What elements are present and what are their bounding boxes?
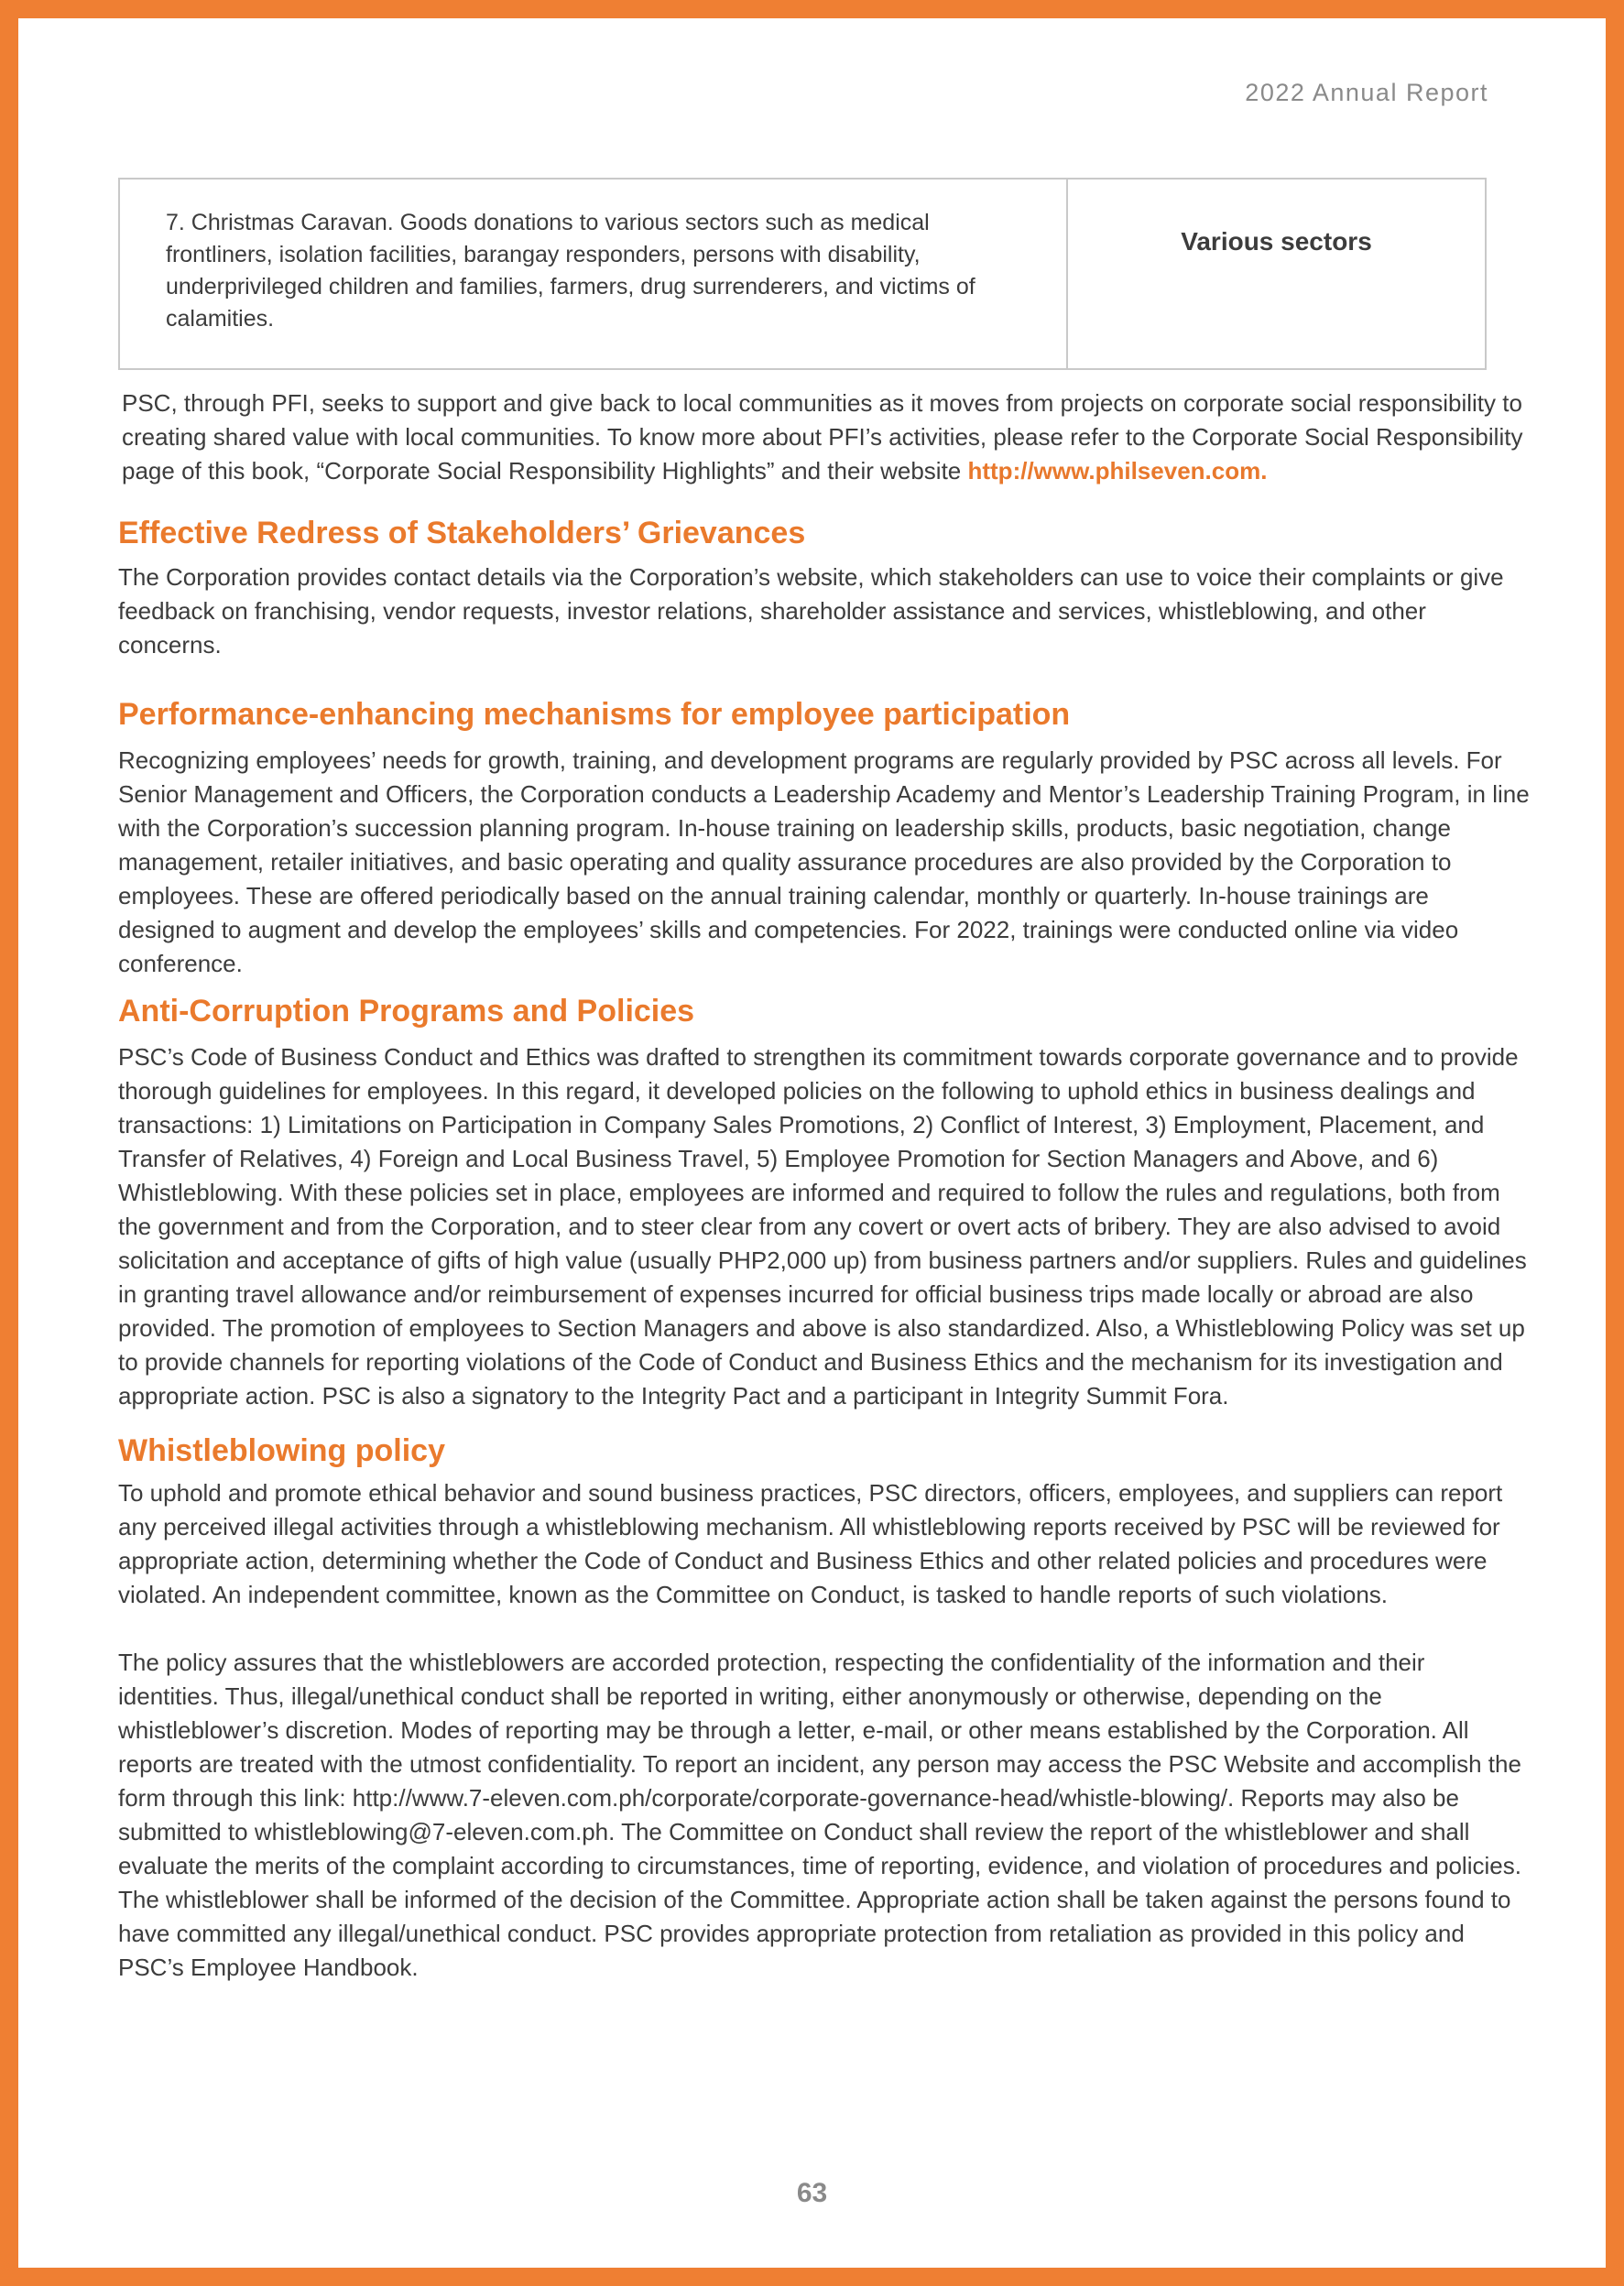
section-paragraph-whistleblowing-1: To uphold and promote ethical behavior and sound business practices, PSC directors, officers, employees, and suppliers can report any perceived illegal activities through a whistleblowing mechanism. All whistleblowing reports received by PSC will be reviewed for appropriate action, determining whether the Code of Conduct and Business Ethics and other related policies and procedures were violated. An independent committee, known as the Committee on Conduct, is tasked to handle reports of such violations. [118,1479,1503,1608]
website-link[interactable]: http://www.philseven.com. [967,457,1268,484]
program-description-cell: 7. Christmas Caravan. Goods donations to various sectors such as medical frontliners, isolation facilities, barangay responders, persons with disability, underprivileged children and families, farmers, drug surrenderers, and victims of calamities. [119,179,1067,369]
section-paragraph-employee-participation: Recognizing employees’ needs for growth, training, and development programs are regularly provided by PSC across all levels. For Senior Management and Officers, the Corporation conducts a Leadership Academy and Mentor’s Leadership Training Program, in line with the Corporation’s succession planning program. In-house training on leadership skills, products, basic negotiation, change management, retailer initiatives, and basic operating and quality assurance procedures are also provided by the Corporation to employees. These are offered periodically based on the annual training calendar, monthly or quarterly. In-house trainings are designed to augment and develop the employees’ skills and competencies. For 2022, trainings were conducted online via video conference. [118,746,1530,977]
section-heading-grievances: Effective Redress of Stakeholders’ Grievances [118,516,806,550]
page-number: 63 [796,2178,828,2208]
section-heading-employee-participation: Performance-enhancing mechanisms for employee participation [118,697,1071,732]
section-paragraph-grievances: The Corporation provides contact details via the Corporation’s website, which stakeholders can use to voice their complaints or give feedback on franchising, vendor requests, investor relations, shareholder assistance and services, whistleblowing, and other concerns. [118,563,1504,659]
table-row [119,179,1486,369]
beneficiaries-cell: Various sectors [1067,179,1486,369]
section-heading-anti-corruption: Anti-Corruption Programs and Policies [118,994,695,1029]
report-title: 2022 Annual Report [1245,79,1488,106]
section-paragraph-anti-corruption: PSC’s Code of Business Conduct and Ethics was drafted to strengthen its commitment towards corporate governance and to provide thorough guidelines for employees. In this regard, it developed policies on the following to uphold ethics in business dealings and transactions: 1) Limitations on Participation in Company Sales Promotions, 2) Conflict of Interest, 3) Employment, Placement, and Transfer of Relatives, 4) Foreign and Local Business Travel, 5) Employee Promotion for Section Managers and Above, and 6) Whistleblowing. With these policies set in place, employees are informed and required to follow the rules and regulations, both from the government and from the Corporation, and to steer clear from any covert or overt acts of bribery. They are also advised to avoid solicitation and acceptance of gifts of high value (usually PHP2,000 up) from business partners and/or suppliers. Rules and guidelines in granting travel allowance and/or reimbursement of expenses incurred for official business trips made locally or abroad are also provided. The promotion of employees to Section Managers and above is also standardized. Also, a Whistleblowing Policy was set up to provide channels for reporting violations of the Code of Conduct and Business Ethics and the mechanism for its investigation and appropriate action. PSC is also a signatory to the Integrity Pact and a participant in Integrity Summit Fora. [118,1043,1527,1410]
section-heading-whistleblowing: Whistleblowing policy [118,1433,445,1468]
intro-paragraph [118,386,1531,488]
document-page [18,18,1606,2268]
section-paragraph-whistleblowing-2: The policy assures that the whistleblowers are accorded protection, respecting the confidentiality of the information and their identities. Thus, illegal/unethical conduct shall be reported in writing, either anonymously or otherwise, depending on the whistleblower’s discretion. Modes of reporting may be through a letter, e-mail, or other means established by the Corporation. All reports are treated with the utmost confidentiality. To report an incident, any person may access the PSC Website and accomplish the form through this link: http://www.7-eleven.com.ph/corporate/corporate-governance-head/whistle-blowing/. Reports may also be submitted to whistleblowing@7-eleven.com.ph. The Committee on Conduct shall review the report of the whistleblower and shall evaluate the merits of the complaint according to circumstances, time of reporting, evidence, and violation of procedures and policies. The whistleblower shall be informed of the decision of the Committee. Appropriate action shall be taken against the persons found to have committed any illegal/unethical conduct. PSC provides appropriate protection from retaliation as provided in this policy and PSC’s Employee Handbook. [118,1649,1521,1981]
page-content [118,178,1531,1985]
csr-program-table [118,178,1487,370]
intro-text: PSC, through PFI, seeks to support and give back to local communities as it moves from projects on corporate social responsibility to creating shared value with local communities. To know more about PFI’s activities, please refer to the Corporate Social Responsibility page of this book, “Corporate Social Responsibility Highlights” and their website [122,389,1523,484]
